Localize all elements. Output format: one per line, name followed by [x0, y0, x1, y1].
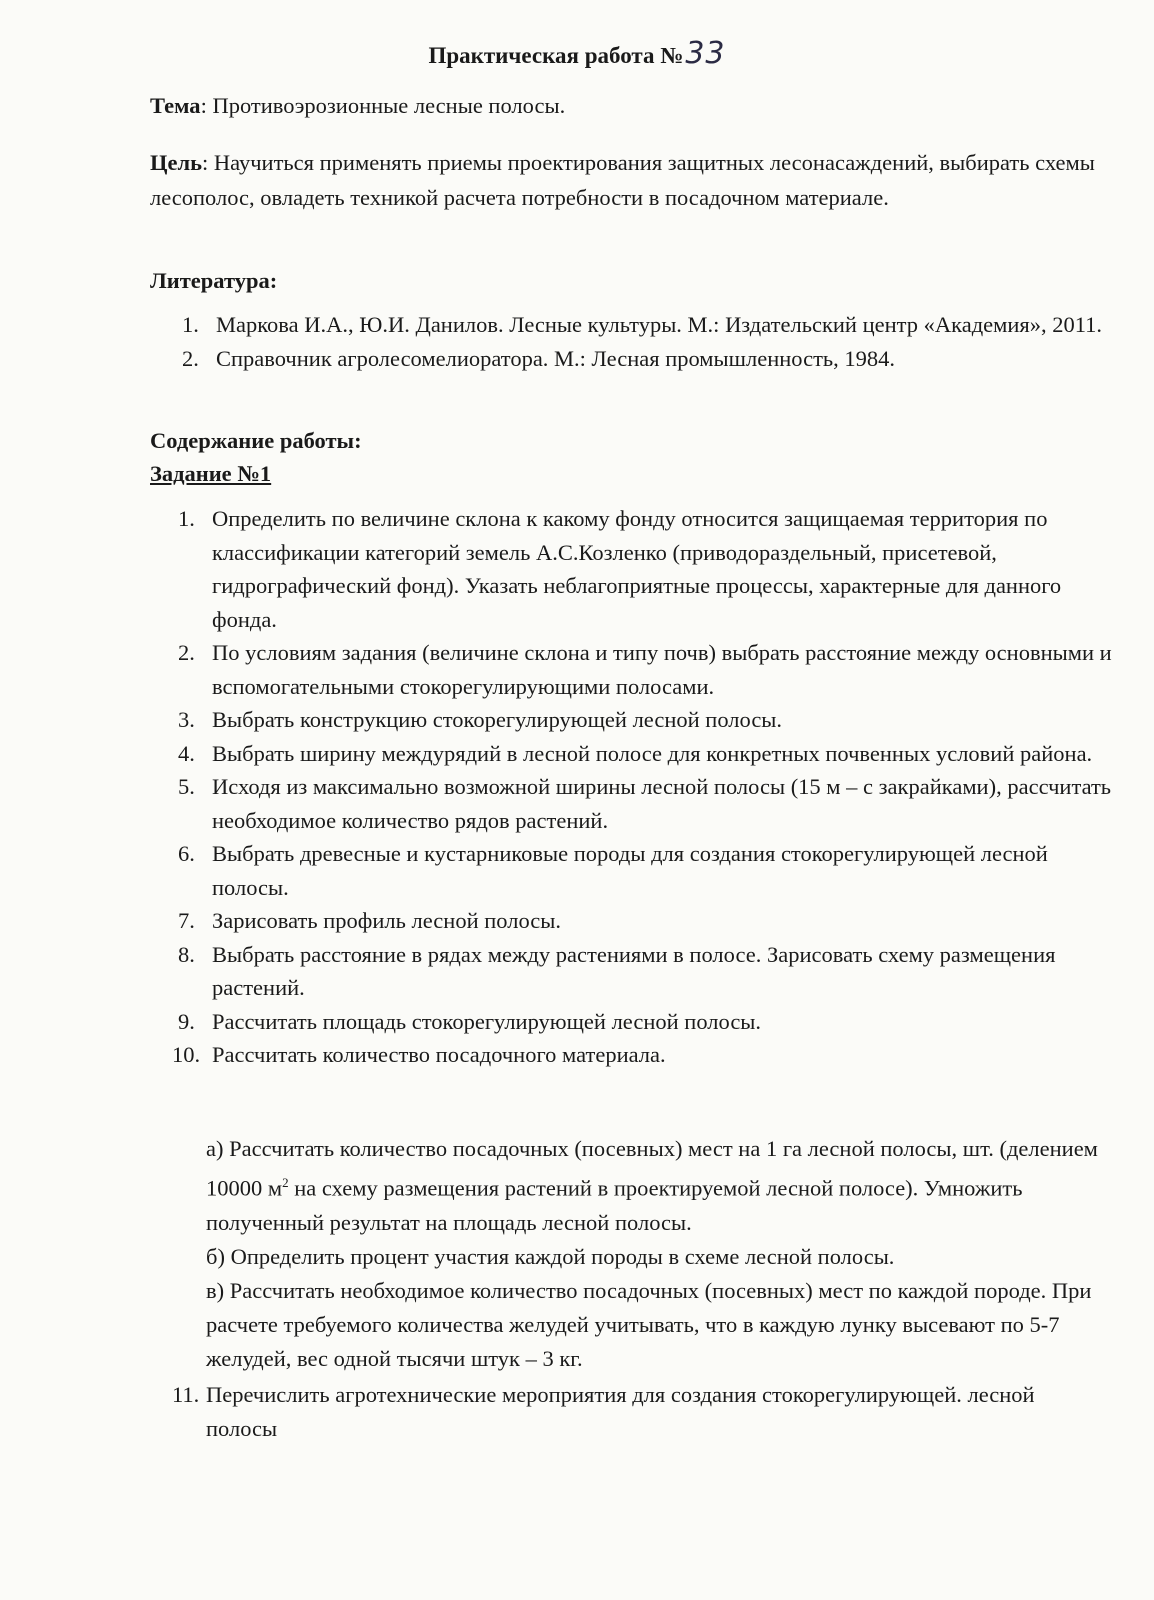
- content-heading-text: Содержание работы:: [150, 428, 362, 453]
- task-11: [172, 1378, 1107, 1445]
- subitem-a: а) Рассчитать количество посадочных (посевных) мест на 1 га лесной полосы, шт. (делением 10000 $м^2$ на схему размещения растений в проектируемой лесной полосе). Умножить полученный результат на площадь лесной полосы.: [206, 1136, 1098, 1235]
- task-heading-text: Задание №1: [150, 461, 272, 486]
- list-item: 2. По условиям задания (величине склона и типу почв) выбрать расстояние между основными и вспомогательными стокорегулирующими полосами.: [178, 640, 1112, 699]
- literature-list: [182, 308, 1117, 375]
- handwritten-number: 33: [685, 36, 726, 71]
- list-item: 4. Выбрать ширину междурядий в лесной полосе для конкретных почвенных условий района.: [178, 740, 1093, 766]
- theme-line: [150, 90, 1110, 121]
- title-text: Практическая работа №: [428, 43, 684, 68]
- list-item: 2. Справочник агролесомелиоратора. М.: Лесная промышленность, 1984.: [182, 345, 896, 371]
- content-heading: [150, 425, 1110, 456]
- list-item: 5. Исходя из максимально возможной ширины лесной полосы (15 м – с закрайками), рассчитать необходимое количество рядов растений.: [178, 774, 1112, 833]
- subitem-v: в) Рассчитать необходимое количество посадочных (посевных) мест по каждой породе. При расчете требуемого количества желудей учитывать, что в каждую лунку высевают по 5-7 желудей, вес одной тысячи штук – 3 кг.: [206, 1277, 1092, 1371]
- list-item: 3. Выбрать конструкцию стокорегулирующей лесной полосы.: [178, 707, 783, 732]
- goal-label: Цель: [150, 150, 203, 175]
- tasks-list: [172, 502, 1113, 1072]
- subitems: [206, 1132, 1111, 1376]
- goal-text: : Научиться применять приемы проектирования защитных лесонасаждений, выбирать схемы лесополос, овладеть техникой расчета потребности в посадочном материале.: [150, 150, 1095, 210]
- theme-label: Тема: [150, 93, 201, 118]
- goal-paragraph: [150, 145, 1110, 215]
- task-heading: [150, 458, 1110, 489]
- literature-heading-text: Литература:: [150, 268, 278, 293]
- list-item: 7. Зарисовать профиль лесной полосы.: [178, 908, 561, 933]
- literature-heading: [150, 265, 1110, 296]
- list-item: 11. Перечислить агротехнические мероприятия для создания стокорегулирующей. лесной полосы: [172, 1382, 1035, 1441]
- list-item: 10. Рассчитать количество посадочного материала.: [172, 1042, 666, 1067]
- list-item: 9. Рассчитать площадь стокорегулирующей лесной полосы.: [178, 1008, 762, 1034]
- list-item: 6. Выбрать древесные и кустарниковые породы для создания стокорегулирующей лесной полосы.: [178, 841, 1048, 900]
- page-title: [0, 36, 1154, 71]
- list-item: 1. Маркова И.А., Ю.И. Данилов. Лесные культуры. М.: Издательский центр «Академия», 2011.: [182, 312, 1103, 337]
- subitem-b: б) Определить процент участия каждой породы в схеме лесной полосы.: [206, 1243, 895, 1269]
- list-item: 8. Выбрать расстояние в рядах между растениями в полосе. Зарисовать схему размещения растений.: [178, 941, 1056, 1000]
- theme-text: : Противоэрозионные лесные полосы.: [200, 93, 566, 118]
- list-item: 1. Определить по величине склона к какому фонду относится защищаемая территория по классификации категорий земель А.С.Козленко (приводораздельный, присетевой, гидрографический фонд). Указать неблагоприятные процессы, характерные для данного фонда.: [178, 506, 1062, 632]
